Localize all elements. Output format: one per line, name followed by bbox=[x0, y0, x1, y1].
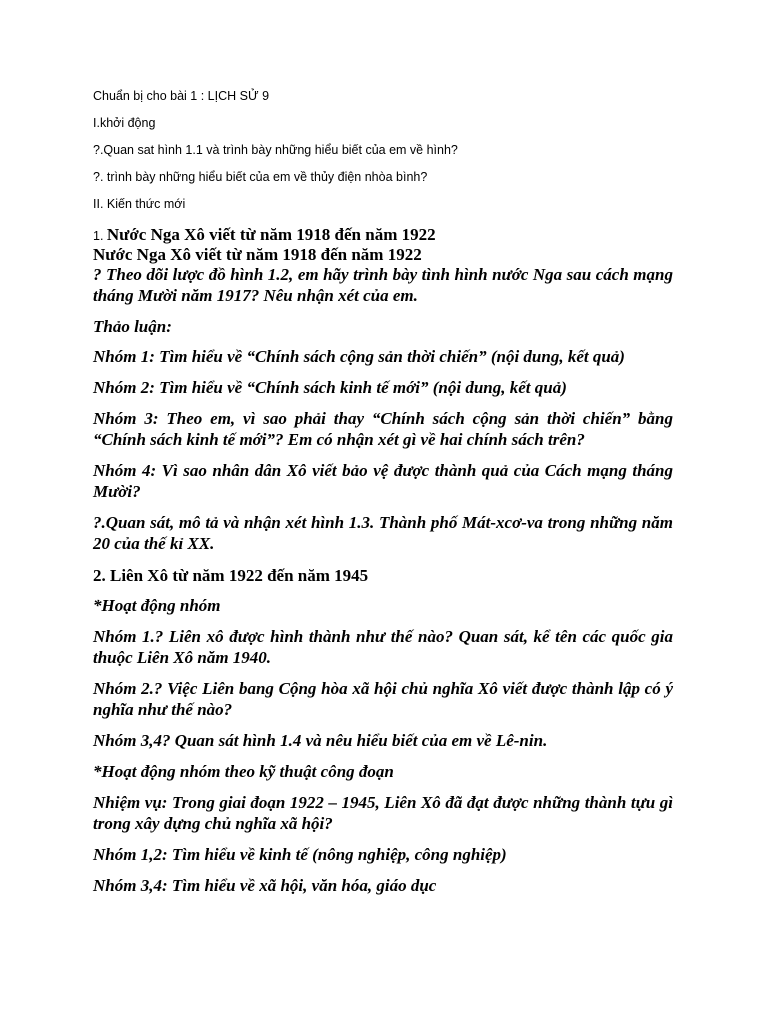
question-1: ?.Quan sat hình 1.1 và trình bày những hiểu biết của em về hình? bbox=[93, 143, 458, 157]
section-warmup-heading: I.khởi động bbox=[93, 116, 156, 130]
heading-1-number: 1. bbox=[93, 229, 107, 243]
paragraph-group-12-task: Nhóm 1,2: Tìm hiểu về kinh tế (nông nghiệp, công nghiệp) bbox=[93, 845, 507, 864]
paragraph-stage-activity: *Hoạt động nhóm theo kỹ thuật công đoạn bbox=[93, 762, 394, 781]
heading-1-repeat: Nước Nga Xô viết từ năm 1918 đến năm 1922 bbox=[93, 245, 422, 264]
heading-1 bbox=[93, 225, 436, 246]
paragraph-task: Nhiệm vụ: Trong giai đoạn 1922 – 1945, Liên Xô đã đạt được những thành tựu gì trong xây dựng chủ nghĩa xã hội? bbox=[93, 793, 673, 833]
paragraph-group-34-task: Nhóm 3,4: Tìm hiểu về xã hội, văn hóa, giáo dục bbox=[93, 876, 437, 895]
prep-title: Chuẩn bị cho bài 1 : LỊCH SỬ 9 bbox=[93, 89, 270, 103]
heading-1-text: Nước Nga Xô viết từ năm 1918 đến năm 1922 bbox=[106, 225, 436, 244]
paragraph-group-34-q: Nhóm 3,4? Quan sát hình 1.4 và nêu hiểu biết của em về Lê-nin. bbox=[93, 731, 548, 750]
paragraph-group-3: Nhóm 3: Theo em, vì sao phải thay “Chính sách cộng sản thời chiến” bằng “Chính sách kinh tế mới”? Em có nhận xét gì về hai chính sách trên? bbox=[93, 409, 673, 449]
question-2: ?. trình bày những hiểu biết của em về thủy điện nhòa bình? bbox=[93, 170, 428, 184]
paragraph-group-2-q: Nhóm 2.? Việc Liên bang Cộng hòa xã hội chủ nghĩa Xô viết được thành lập có ý nghĩa như thế nào? bbox=[93, 679, 673, 719]
paragraph-question-map: ? Theo dõi lược đồ hình 1.2, em hãy trình bày tình hình nước Nga sau cách mạng tháng Mười năm 1917? Nêu nhận xét của em. bbox=[93, 265, 673, 305]
section-new-knowledge-heading: II. Kiến thức mới bbox=[93, 197, 186, 211]
paragraph-group-1: Nhóm 1: Tìm hiểu về “Chính sách cộng sản thời chiến” (nội dung, kết quả) bbox=[93, 347, 625, 366]
paragraph-group-1-q: Nhóm 1.? Liên xô được hình thành như thế nào? Quan sát, kể tên các quốc gia thuộc Liên Xô năm 1940. bbox=[93, 627, 673, 667]
paragraph-group-4: Nhóm 4: Vì sao nhân dân Xô viết bảo vệ được thành quả của Cách mạng tháng Mười? bbox=[93, 461, 673, 501]
paragraph-discussion: Thảo luận: bbox=[93, 317, 172, 336]
paragraph-group-2: Nhóm 2: Tìm hiểu về “Chính sách kinh tế mới” (nội dung, kết quả) bbox=[93, 378, 567, 397]
paragraph-observe-figure: ?.Quan sát, mô tả và nhận xét hình 1.3. Thành phố Mát-xcơ-va trong những năm 20 của thế kỉ XX. bbox=[93, 513, 673, 553]
paragraph-group-activity: *Hoạt động nhóm bbox=[93, 596, 221, 615]
heading-2: 2. Liên Xô từ năm 1922 đến năm 1945 bbox=[93, 566, 369, 585]
